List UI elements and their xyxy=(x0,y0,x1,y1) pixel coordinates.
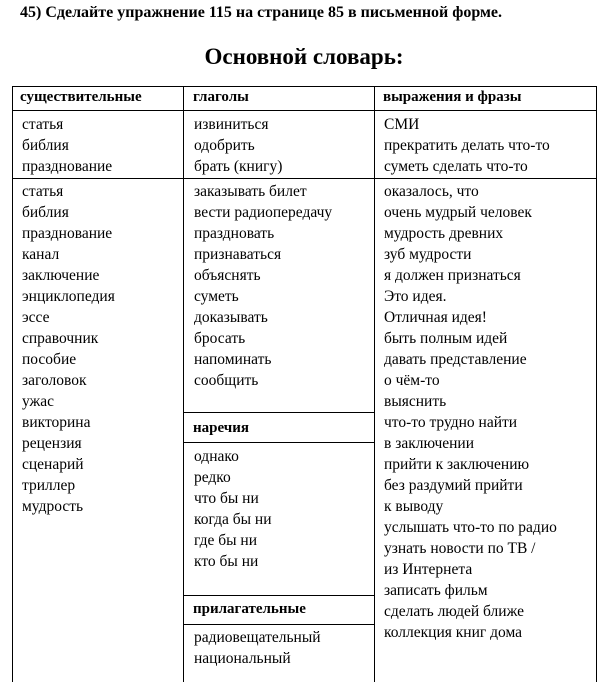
phrases-list-2 xyxy=(384,181,557,643)
adverbs-list xyxy=(194,446,272,572)
list-item: заголовок xyxy=(22,372,87,389)
list-item: быть полным идей xyxy=(384,330,508,347)
list-item: о чём-то xyxy=(384,372,440,389)
adjectives-list xyxy=(194,627,321,669)
list-item: рецензия xyxy=(22,435,82,452)
list-item: мудрость древних xyxy=(384,225,504,242)
list-item: радиовещательный xyxy=(194,629,321,646)
list-item: статья xyxy=(22,116,64,133)
list-item: оказалось, что xyxy=(384,183,479,200)
list-item: эссе xyxy=(22,309,50,326)
section-divider xyxy=(12,178,597,179)
list-item: узнать новости по ТВ / xyxy=(384,540,536,557)
list-item: очень мудрый человек xyxy=(384,204,532,221)
list-item: кто бы ни xyxy=(194,553,259,570)
list-item: я должен признаться xyxy=(384,267,521,284)
nouns-list-1 xyxy=(22,114,112,177)
list-item: однако xyxy=(194,448,239,465)
list-item: признаваться xyxy=(194,246,282,263)
list-item: когда бы ни xyxy=(194,511,272,528)
list-item: зуб мудрости xyxy=(384,246,472,263)
list-item: услышать что-то по радио xyxy=(384,519,557,536)
list-item: справочник xyxy=(22,330,99,347)
list-item: праздновать xyxy=(194,225,275,242)
list-item: редко xyxy=(194,469,231,486)
list-item: заказывать билет xyxy=(194,183,307,200)
list-item: что-то трудно найти xyxy=(384,414,518,431)
nouns-list-2 xyxy=(22,181,115,517)
list-item: празднование xyxy=(22,225,113,242)
header-divider xyxy=(12,110,597,111)
column-divider-2 xyxy=(374,86,375,682)
list-item: коллекция книг дома xyxy=(384,624,523,641)
phrases-list-1 xyxy=(384,114,550,177)
list-item: празднование xyxy=(22,158,113,175)
list-item: суметь xyxy=(194,288,239,305)
list-item: сценарий xyxy=(22,456,84,473)
adverbs-top-border xyxy=(183,412,374,413)
list-item: объяснять xyxy=(194,267,261,284)
adverbs-header: наречия xyxy=(193,420,249,436)
list-item: викторина xyxy=(22,414,91,431)
nouns-header: существительные xyxy=(20,89,142,105)
list-item: прийти к заключению xyxy=(384,456,530,473)
list-item: энциклопедия xyxy=(22,288,115,305)
list-item: напоминать xyxy=(194,351,272,368)
table-top-border xyxy=(12,86,597,87)
adjectives-top-border xyxy=(183,595,374,596)
list-item: брать (книгу) xyxy=(194,158,283,175)
list-item: где бы ни xyxy=(194,532,257,549)
list-item: Это идея. xyxy=(384,288,447,305)
verbs-list-2 xyxy=(194,181,332,391)
list-item: прекратить делать что-то xyxy=(384,137,550,154)
list-item: суметь сделать что-то xyxy=(384,158,528,175)
list-item: библия xyxy=(22,137,69,154)
list-item: давать представление xyxy=(384,351,527,368)
list-item: доказывать xyxy=(194,309,268,326)
list-item: вести радиопередачу xyxy=(194,204,333,221)
column-divider-1 xyxy=(183,86,184,682)
list-item: из Интернета xyxy=(384,561,473,578)
list-item: заключение xyxy=(22,267,100,284)
list-item: к выводу xyxy=(384,498,444,515)
verbs-list-1 xyxy=(194,114,282,177)
list-item: пособие xyxy=(22,351,77,368)
exercise-heading: 45) Сделайте упражнение 115 на странице 85 в письменной форме. xyxy=(20,4,502,21)
list-item: статья xyxy=(22,183,64,200)
adverbs-header-divider xyxy=(183,442,374,443)
list-item: национальный xyxy=(194,650,291,667)
list-item: сообщить xyxy=(194,372,259,389)
list-item: сделать людей ближе xyxy=(384,603,524,620)
list-item: канал xyxy=(22,246,60,263)
list-item: библия xyxy=(22,204,69,221)
list-item: ужас xyxy=(22,393,55,410)
adjectives-header: прилагательные xyxy=(193,601,306,617)
list-item: бросать xyxy=(194,330,246,347)
list-item: выяснить xyxy=(384,393,447,410)
phrases-header: выражения и фразы xyxy=(383,89,522,105)
list-item: СМИ xyxy=(384,116,420,133)
adjectives-header-divider xyxy=(183,624,374,625)
list-item: мудрость xyxy=(22,498,84,515)
list-item: триллер xyxy=(22,477,76,494)
table-right-border xyxy=(596,86,597,682)
list-item: что бы ни xyxy=(194,490,259,507)
list-item: извиниться xyxy=(194,116,269,133)
list-item: одобрить xyxy=(194,137,255,154)
list-item: записать фильм xyxy=(384,582,488,599)
list-item: без раздумий прийти xyxy=(384,477,523,494)
dictionary-title: Основной словарь: xyxy=(204,44,404,69)
list-item: в заключении xyxy=(384,435,475,452)
table-left-border xyxy=(12,86,13,682)
list-item: Отличная идея! xyxy=(384,309,487,326)
verbs-header: глаголы xyxy=(193,89,249,105)
